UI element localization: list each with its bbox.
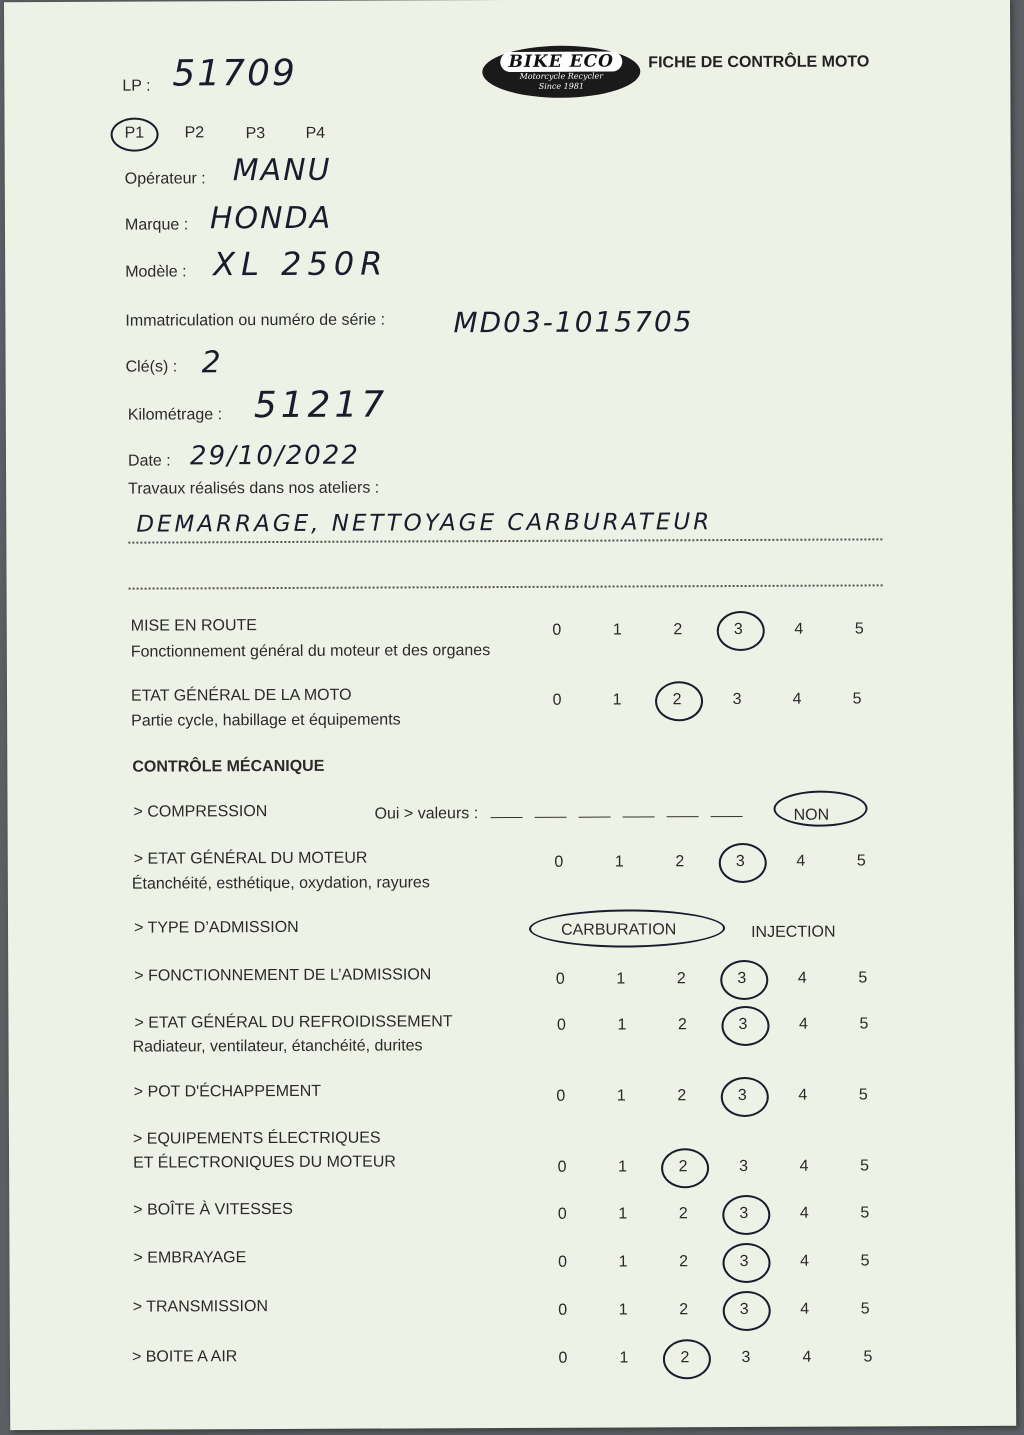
position-p4[interactable]: P4 <box>305 124 326 142</box>
score-option-0[interactable]: 0 <box>558 1349 568 1367</box>
selected-score-circle <box>722 1291 770 1331</box>
score-option-5[interactable]: 5 <box>860 1252 870 1270</box>
score-option-3[interactable]: 3 <box>737 1086 747 1105</box>
score-option-4[interactable]: 4 <box>792 690 802 708</box>
score-option-2[interactable]: 2 <box>677 1087 687 1105</box>
score-option-1[interactable]: 1 <box>618 1253 628 1271</box>
score-option-2[interactable]: 2 <box>679 1253 688 1271</box>
compression-selected-circle <box>773 790 867 826</box>
score-option-4[interactable]: 4 <box>800 1300 810 1318</box>
selected-score-circle <box>720 960 768 1000</box>
score-option-0[interactable]: 0 <box>556 1087 566 1105</box>
score-option-5[interactable]: 5 <box>858 969 868 987</box>
rating-subtitle: Radiateur, ventilateur, étanchéité, durites <box>132 1037 423 1056</box>
compression-non-option[interactable]: NON <box>793 806 830 824</box>
modele-label: Modèle : <box>125 263 187 281</box>
admission-label: > TYPE D’ADMISSION <box>134 918 299 937</box>
score-option-1[interactable]: 1 <box>618 1205 628 1223</box>
score-option-4[interactable]: 4 <box>799 1204 809 1222</box>
score-option-0[interactable]: 0 <box>558 1301 568 1319</box>
immat-value[interactable]: MD03-1015705 <box>453 305 694 340</box>
score-option-1[interactable]: 1 <box>616 970 626 988</box>
score-option-3[interactable]: 3 <box>738 1015 748 1033</box>
rating-title: > TRANSMISSION <box>132 1298 269 1316</box>
selected-position-circle <box>111 118 159 152</box>
score-option-2[interactable]: 2 <box>673 621 683 639</box>
travaux-value[interactable]: DEMARRAGE, NETTOYAGE CARBURATEUR <box>136 509 713 538</box>
immat-label: Immatriculation ou numéro de série : <box>125 311 386 330</box>
travaux-label: Travaux réalisés dans nos ateliers : <box>128 479 380 498</box>
selected-score-circle <box>655 681 703 721</box>
marque-value[interactable]: HONDA <box>209 200 333 237</box>
date-label: Date : <box>127 452 171 470</box>
cles-label: Clé(s) : <box>125 358 178 376</box>
marque-label: Marque : <box>124 216 189 234</box>
travaux-line-1 <box>128 538 882 543</box>
rating-title: > BOITE A AIR <box>131 1348 238 1366</box>
score-option-3[interactable]: 3 <box>739 1300 749 1318</box>
score-option-5[interactable]: 5 <box>860 1157 870 1175</box>
rating-title: > EMBRAYAGE <box>133 1249 247 1267</box>
score-option-2[interactable]: 2 <box>676 970 686 988</box>
cles-value[interactable]: 2 <box>201 345 223 381</box>
lp-label: LP : <box>122 77 151 95</box>
selected-score-circle <box>661 1148 709 1188</box>
score-option-2[interactable]: 2 <box>672 691 682 709</box>
score-option-3[interactable]: 3 <box>741 1348 751 1366</box>
operateur-label: Opérateur : <box>124 170 206 188</box>
score-option-1[interactable]: 1 <box>618 1301 628 1319</box>
position-p2[interactable]: P2 <box>184 124 205 142</box>
rating-title: > BOÎTE À VITESSES <box>133 1200 293 1219</box>
score-option-0[interactable]: 0 <box>557 1205 567 1223</box>
rating-title: > ETAT GÉNÉRAL DU MOTEUR <box>133 849 368 868</box>
compression-label: > COMPRESSION <box>133 803 268 821</box>
score-option-4[interactable]: 4 <box>802 1348 812 1366</box>
score-option-5[interactable]: 5 <box>856 852 866 870</box>
section-title-controle-mecanique: CONTRÔLE MÉCANIQUE <box>132 757 325 776</box>
score-option-1[interactable]: 1 <box>612 691 622 709</box>
score-option-1[interactable]: 1 <box>617 1016 627 1034</box>
km-label: Kilométrage : <box>127 406 223 424</box>
selected-score-circle <box>721 1006 769 1046</box>
selected-score-circle <box>718 843 766 883</box>
score-option-4[interactable]: 4 <box>796 852 806 870</box>
score-option-5[interactable]: 5 <box>863 1348 873 1366</box>
modele-value[interactable]: XL 250R <box>213 244 389 284</box>
score-option-4[interactable]: 4 <box>799 1157 809 1175</box>
rating-title: > FONCTIONNEMENT DE L’ADMISSION <box>134 966 432 985</box>
position-p3[interactable]: P3 <box>245 125 266 143</box>
admission-option-injection[interactable]: INJECTION <box>751 923 836 941</box>
score-option-4[interactable]: 4 <box>797 969 807 987</box>
score-option-4[interactable]: 4 <box>798 1086 808 1104</box>
score-option-3[interactable]: 3 <box>733 620 743 639</box>
km-value[interactable]: 51217 <box>253 384 389 427</box>
score-option-5[interactable]: 5 <box>860 1204 870 1222</box>
score-option-3[interactable]: 3 <box>739 1204 749 1222</box>
score-option-0[interactable]: 0 <box>554 853 564 871</box>
score-option-3[interactable]: 3 <box>735 852 745 871</box>
compression-values-label: Oui > valeurs : <box>375 804 743 824</box>
selected-score-circle <box>722 1195 770 1235</box>
bike-eco-logo: BIKE ECO Motorcycle Recycler Since 1981 <box>482 45 640 98</box>
admission-option-carburation[interactable]: CARBURATION <box>561 921 677 939</box>
score-option-0[interactable]: 0 <box>555 970 565 988</box>
score-option-0[interactable]: 0 <box>552 621 562 639</box>
score-option-5[interactable]: 5 <box>860 1300 870 1318</box>
score-option-3[interactable]: 3 <box>732 690 742 709</box>
selected-score-circle <box>722 1243 770 1283</box>
score-option-3[interactable]: 3 <box>739 1157 749 1175</box>
score-option-2[interactable]: 2 <box>675 853 685 871</box>
rating-subtitle: Fonctionnement général du moteur et des organes <box>130 642 491 661</box>
score-option-4[interactable]: 4 <box>798 1015 808 1033</box>
position-p1[interactable]: P1 <box>124 124 145 142</box>
score-option-3[interactable]: 3 <box>737 969 747 988</box>
lp-value: 51709 <box>172 52 297 95</box>
score-option-4[interactable]: 4 <box>794 620 804 638</box>
control-sheet <box>4 0 1016 1430</box>
score-option-1[interactable]: 1 <box>616 1087 626 1105</box>
score-option-1[interactable]: 1 <box>612 621 622 639</box>
date-value[interactable]: 29/10/2022 <box>189 440 360 472</box>
selected-score-circle <box>663 1339 711 1379</box>
rating-title: > POT D'ÉCHAPPEMENT <box>133 1082 322 1101</box>
score-option-0[interactable]: 0 <box>552 691 562 709</box>
rating-title: ETAT GÉNÉRAL DE LA MOTO <box>130 686 352 705</box>
score-option-2[interactable]: 2 <box>677 1016 687 1034</box>
rating-subtitle: Partie cycle, habillage et équipements <box>131 711 401 730</box>
score-option-3[interactable]: 3 <box>739 1252 749 1270</box>
score-option-2[interactable]: 2 <box>678 1205 688 1223</box>
rating-subtitle: Étanchéité, esthétique, oxydation, rayures <box>131 874 430 893</box>
score-option-4[interactable]: 4 <box>800 1252 809 1270</box>
score-option-0[interactable]: 0 <box>556 1016 566 1034</box>
score-option-5[interactable]: 5 <box>858 1086 868 1104</box>
score-option-1[interactable]: 1 <box>618 1158 628 1176</box>
admission-selected-circle <box>529 909 725 948</box>
rating-subtitle: ET ÉLECTRONIQUES DU MOTEUR <box>133 1153 396 1172</box>
form-title: FICHE DE CONTRÔLE MOTO <box>648 53 870 72</box>
score-option-0[interactable]: 0 <box>558 1253 567 1271</box>
score-option-1[interactable]: 1 <box>614 853 624 871</box>
score-option-2[interactable]: 2 <box>679 1301 689 1319</box>
score-option-5[interactable]: 5 <box>852 690 862 708</box>
selected-score-circle <box>720 1077 768 1117</box>
score-option-1[interactable]: 1 <box>619 1349 629 1367</box>
travaux-line-2 <box>129 584 883 589</box>
score-option-0[interactable]: 0 <box>557 1158 567 1176</box>
score-option-5[interactable]: 5 <box>859 1015 869 1033</box>
rating-title: > ETAT GÉNÉRAL DU REFROIDISSEMENT <box>134 1013 453 1032</box>
score-option-5[interactable]: 5 <box>854 620 864 638</box>
rating-title: > EQUIPEMENTS ÉLECTRIQUES <box>132 1129 381 1148</box>
selected-score-circle <box>716 611 764 651</box>
score-option-2[interactable]: 2 <box>680 1349 690 1367</box>
score-option-2[interactable]: 2 <box>678 1158 688 1176</box>
rating-title: MISE EN ROUTE <box>130 617 257 635</box>
operateur-value[interactable]: MANU <box>232 152 332 189</box>
